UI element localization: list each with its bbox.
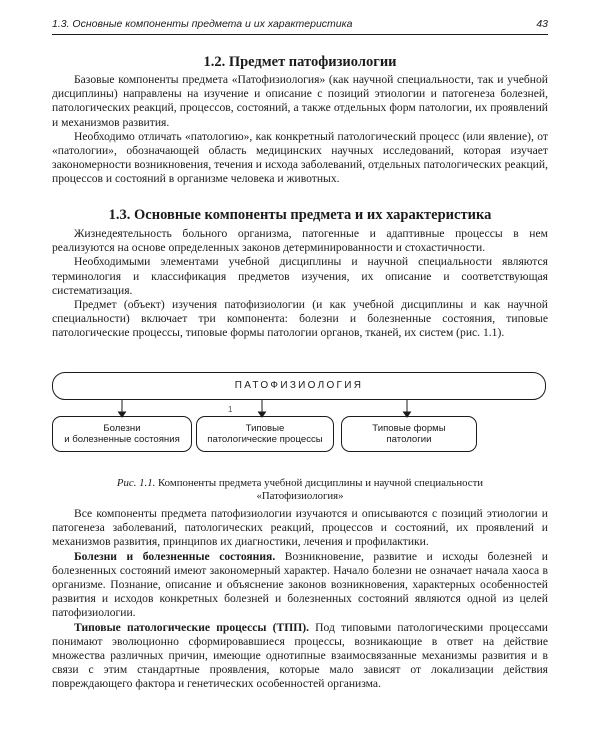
caption-line2: «Патофизиология» <box>256 490 344 502</box>
paragraph-rest: Под типовыми патологическими процессами понимают эволюционно сформировавшиеся процессы, возникающие в ответ на действие множества различных причин, имеющие однотипные взаимосвязанные механизмы развития и в связи с этим стандартные проявления, которые мало зависят от локализации действия повреждающего фактора и генетических особенностей организма. <box>52 620 548 691</box>
stray-mark: 1 <box>228 405 233 414</box>
paragraph: Все компоненты предмета патофизиологии изучаются и описываются с позиций этиологии и патогенеза заболеваний, патологических реакций, процессов и состояний, их проявлений и механизмов развития, принципов их диагностики, лечения и профилактики. <box>52 507 548 549</box>
subheading-typical-processes: Типовые патологические процессы (ТПП). <box>74 620 309 634</box>
section-heading-1-3: 1.3. Основные компоненты предмета и их характеристика <box>108 207 492 223</box>
running-header-title: 1.3. Основные компоненты предмета и их характеристика <box>52 18 353 30</box>
box-diseases-line1: Болезни <box>103 423 141 434</box>
box-diseases-line2: и болезненные состояния <box>64 434 180 445</box>
running-header <box>52 16 548 35</box>
subheading-diseases: Болезни и болезненные состояния. <box>74 549 276 563</box>
caption-label: Рис. 1.1. <box>116 477 156 489</box>
paragraph <box>52 621 548 692</box>
box-typical-forms-line1: Типовые формы <box>372 423 446 434</box>
box-typical-processes-line1: Типовые <box>245 423 285 434</box>
section-1-2-text <box>52 73 548 187</box>
paragraph-rest: Возникновение, развитие и исходы болезней и болезненных состояний имеют закономерный характер. Начало болезни не означает начала хаоса в организме. Познание, описание и объяснение законов возникновения, характерных особенностей развития и исходов конкретных болезней и болезненных состояний являются одной из целей патофизиологии. <box>52 549 548 620</box>
paragraph: Жизнедеятельность больного организма, патогенные и адаптивные процессы в нем реализуются на основе определенных законов детерминированности и стохастичности. <box>52 227 548 255</box>
section-1-3-text <box>52 227 548 341</box>
box-typical-processes <box>196 416 334 452</box>
box-typical-forms-line2: патологии <box>386 434 432 445</box>
figure-caption <box>52 477 548 503</box>
box-diseases <box>52 416 192 452</box>
paragraph: Предмет (объект) изучения патофизиологии (и как учебной дисциплины и как научной специальности) включает три компонента: болезни и болезненные состояния, типовые патологические процессы, типовые формы патологии органов, тканей, их систем (рис. 1.1). <box>52 298 548 340</box>
paragraph: Базовые компоненты предмета «Патофизиология» (как научной специальности, так и учебной дисциплины) направлены на изучение и описание с позиций этиологии и патогенеза болезней, патологических реакций, процессов, состояний, а также отдельных форм патологии, их проявлений и механизмов развития. <box>52 73 548 129</box>
paragraph <box>52 550 548 621</box>
box-typical-processes-line2: патологические процессы <box>207 434 323 445</box>
body-text <box>52 507 548 692</box>
paragraph: Необходимыми элементами учебной дисциплины и научной специальности являются терминология и классификация предметов изучения, их описание и соответствующая систематизация. <box>52 255 548 297</box>
caption-line1: Компоненты предмета учебной дисциплины и научной специальности <box>158 477 484 489</box>
box-typical-forms <box>341 416 477 452</box>
paragraph: Необходимо отличать «патологию», как конкретный патологический процесс (или явление), от «патологии», обозначающей область медицинских научных исследований, которая изучает закономерности возникновения, течения и исхода заболеваний, отдельных патологических реакций, процессов и состояний в организме человека и животных. <box>52 129 548 186</box>
figure-1-1-diagram <box>52 370 548 470</box>
section-heading-1-2: 1.2. Предмет патофизиологии <box>203 54 397 70</box>
page-number: 43 <box>536 18 548 30</box>
top-box-pathophysiology: ПАТОФИЗИОЛОГИЯ <box>52 372 546 400</box>
